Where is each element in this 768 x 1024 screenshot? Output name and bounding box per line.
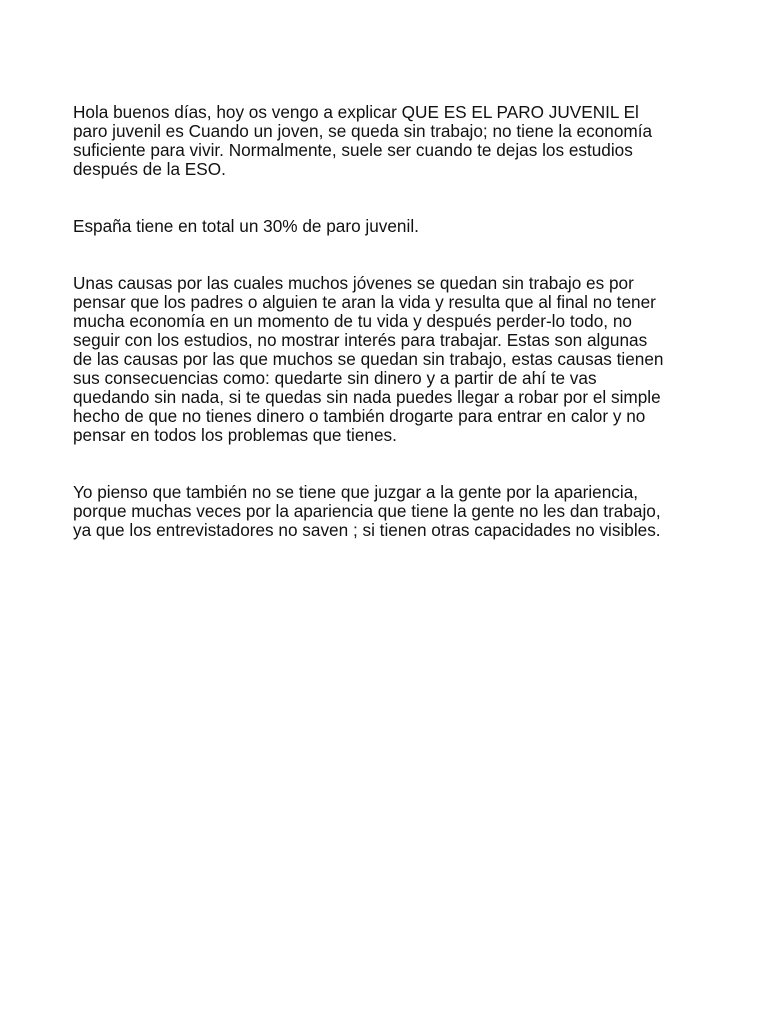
paragraph-intro: Hola buenos días, hoy os vengo a explicar QUE ES EL PARO JUVENIL El paro juvenil es Cuando un joven, se queda sin trabajo; no tiene la economía suficiente para vivir. Normalmente, suele ser cuando te dejas los estudios después de la ESO. bbox=[73, 102, 653, 179]
document-body bbox=[73, 84, 708, 578]
paragraph-opinion: Yo pienso que también no se tiene que juzgar a la gente por la apariencia, porque muchas veces por la apariencia que tiene la gente no les dan trabajo, ya que los entrevistadores no saven ; si tienen otras capacidades no visibles. bbox=[73, 482, 661, 540]
paragraph-causes: Unas causas por las cuales muchos jóvenes se quedan sin trabajo es por pensar que los padres o alguien te aran la vida y resulta que al final no tener mucha economía en un momento de tu vida y después perder-lo todo, no seguir con los estudios, no mostrar interés para trabajar. Estas son algunas de las causas por las que muchos se quedan sin trabajo, estas causas tienen sus consecuencias como: quedarte sin dinero y a partir de ahí te vas quedando sin nada, si te quedas sin nada puedes llegar a robar por el simple hecho de que no tienes dinero o también drogarte para entrar en calor y no pensar en todos los problemas que tienes. bbox=[73, 273, 664, 445]
paragraph-statistic: España tiene en total un 30% de paro juvenil. bbox=[73, 216, 419, 236]
